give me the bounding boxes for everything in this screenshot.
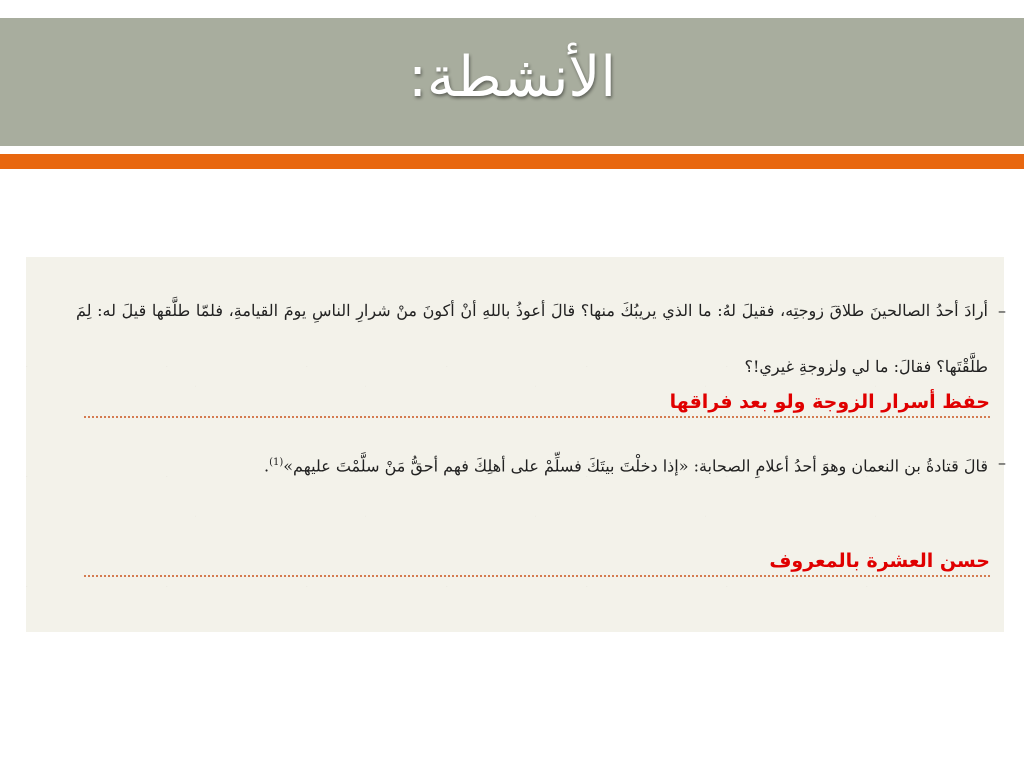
activity-1-text-block xyxy=(76,283,1006,395)
answer-line-1 xyxy=(84,390,990,418)
worksheet-image xyxy=(26,257,1004,632)
list-dash-2: – xyxy=(998,453,1006,472)
activity-1-text: أرادَ أحدُ الصالحينَ طلاقَ زوجتِه، فقيلَ لهُ: ما الذي يريبُكَ منها؟ قالَ أعوذُ باللهِ أنْ أكونَ منْ شرارِ الناسِ يومَ القيامةِ، فلمّا طلَّقها قيلَ له: لِمَ طلَّقْتَها؟ فقالَ: ما لي ولزوجةِ غيري!؟ xyxy=(76,301,988,376)
slide-title: الأنشطة: xyxy=(408,45,616,110)
top-strip xyxy=(0,0,1024,18)
accent-rule xyxy=(0,154,1024,169)
activity-2-text-block xyxy=(76,435,1006,494)
title-gap xyxy=(0,146,1024,154)
activity-2-text: قالَ قتادةُ بن النعمان وهوَ أحدُ أعلامِ الصحابة: «إذا دخلْتَ بيتَكَ فسلِّمْ على أهلِكَ فهم أحقُّ مَنْ سلَّمْتَ عليهم» xyxy=(283,456,988,476)
list-dash-1: – xyxy=(998,301,1006,320)
answer-line-2 xyxy=(84,549,990,577)
answer-2-text: حسن العشرة بالمعروف xyxy=(765,549,990,573)
answer-1-text: حفظ أسرار الزوجة ولو بعد فراقها xyxy=(666,390,990,414)
footnote-marker: (1) xyxy=(269,457,284,468)
end-mark: . xyxy=(263,456,270,476)
